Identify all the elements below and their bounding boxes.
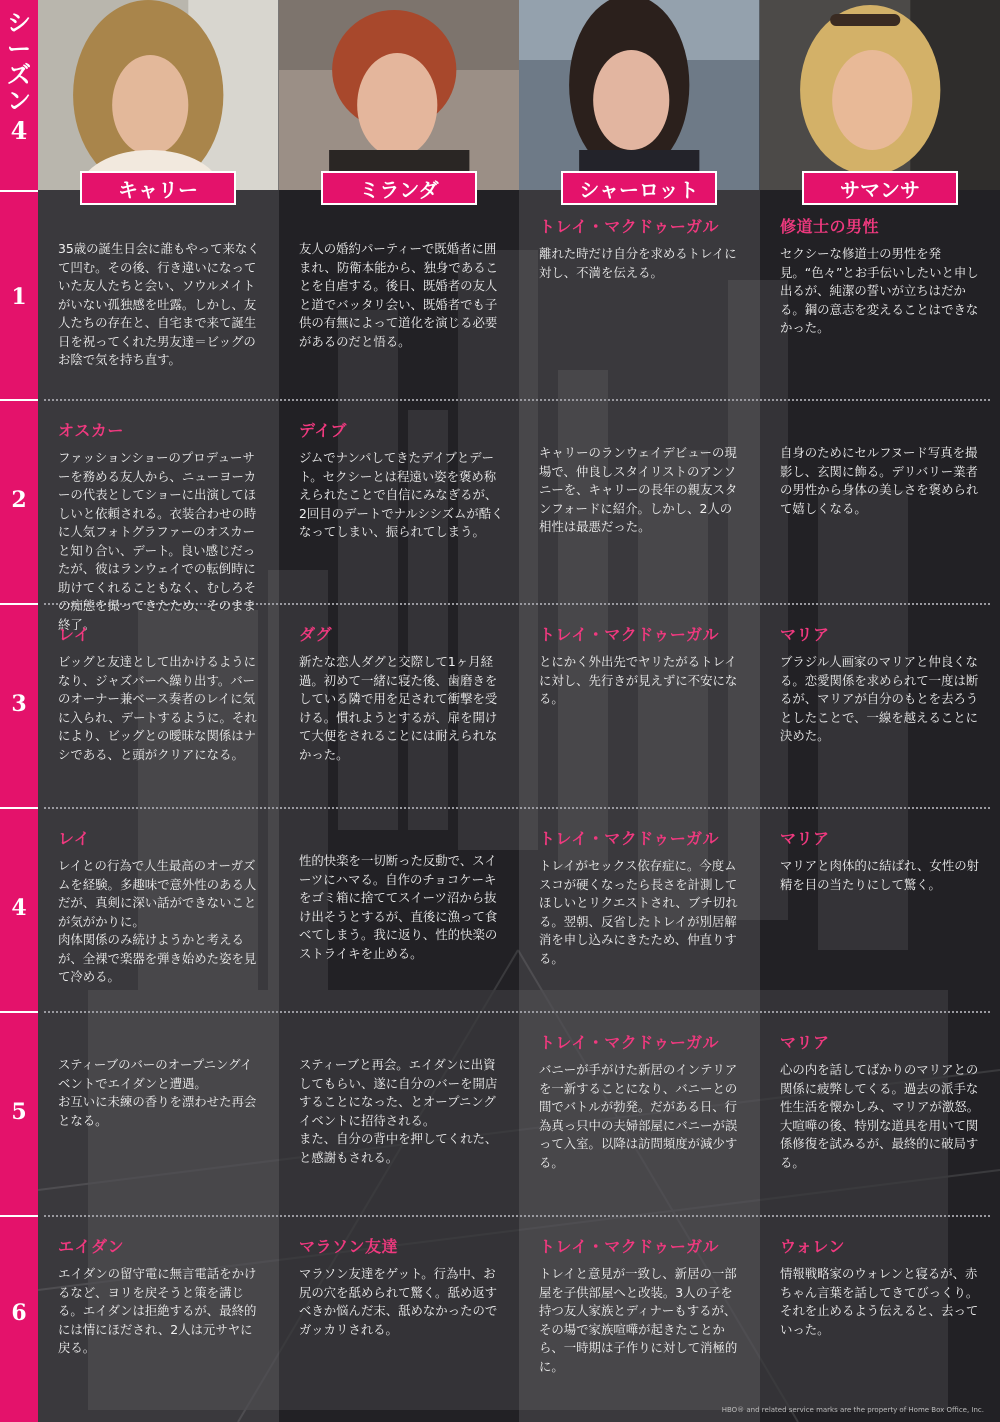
episode-summary: 35歳の誕生日会に誰もやって来なくて凹む。その後、行き違いになっていた友人たちと会い、ソウルメイトがいない孤独感を吐露。しかし、友人たちの存在と、自宅まで来て誕生日を祝ってくれた男友達＝ビッグのお陰で気を持ち直す。: [58, 241, 260, 367]
partner-name: [539, 418, 744, 436]
episode-summary: 新たな恋人ダグと交際して1ヶ月経過。初めて一緒に寝た後、歯磨きをしている隣で用を足されて衝撃を受ける。慣れようとするが、扉を開けて大便をされることには耐えられなかった。: [299, 654, 498, 762]
charlotte-photo: [519, 0, 760, 190]
partner-name: デイブ: [299, 423, 347, 440]
samantha-photo: [760, 0, 1000, 190]
episode-number: 4: [11, 895, 27, 921]
episode-cell-charlotte: [539, 1030, 744, 1172]
episode-divider: [0, 1215, 38, 1217]
character-portraits: [38, 0, 1000, 190]
episode-summary: 心の内を話してばかりのマリアとの関係に疲弊してくる。過去の派手な性生活を懐かしみ、マリアが激怒。大喧嘩の後、特別な道具を用いて関係修復を試みるが、最終的に破局する。: [780, 1062, 979, 1170]
name-samantha: サマンサ: [802, 171, 958, 205]
partner-name: トレイ・マクドゥーガル: [539, 627, 719, 644]
partner-name: トレイ・マクドゥーガル: [539, 831, 719, 848]
episode-summary: キャリーのランウェイデビューの現場で、仲良しスタイリストのアンソニーを、キャリーの長年の親友スタンフォードに紹介。しかし、2人の相性は最悪だった。: [539, 445, 738, 534]
episode-cell-samantha: [780, 214, 985, 338]
partner-name: オスカー: [58, 423, 124, 440]
episode-cell-carrie: [58, 1234, 263, 1358]
episode-number: 3: [11, 691, 27, 717]
episode-divider: [0, 399, 38, 401]
season-label-char: シ: [7, 9, 31, 37]
episode-cell-miranda: [299, 214, 504, 351]
episode-summary: ジムでナンパしてきたデイブとデート。セクシーとは程遠い姿を褒め称えられたことで自信にみなぎるが、2回目のデートでナルシシズムが酷くなってしまい、振られてしまう。: [299, 450, 504, 539]
episode-cell-samantha: [780, 418, 985, 518]
episode-summary: 離れた時だけ自分を求めるトレイに対し、不満を伝える。: [539, 246, 737, 280]
episode-cell-miranda: [299, 1234, 504, 1339]
partner-name: レイ: [58, 831, 91, 848]
episode-number: 1: [11, 284, 27, 310]
partner-name: トレイ・マクドゥーガル: [539, 1035, 719, 1052]
partner-name: レイ: [58, 627, 91, 644]
episode-cell-charlotte: [539, 1234, 744, 1376]
episode-cell-carrie: [58, 418, 263, 634]
episode-summary: ブラジル人画家のマリアと仲良くなる。恋愛関係を求められて一度は断るが、マリアが自分のもとを去ろうとしたことで、一線を越えることに決めた。: [780, 654, 979, 743]
partner-name: [299, 1030, 504, 1048]
episode-cell-carrie: [58, 622, 263, 764]
episode-cell-miranda: [299, 622, 504, 764]
partner-name: ウォレン: [780, 1239, 845, 1256]
episode-cell-carrie: [58, 1030, 263, 1130]
episode-cell-charlotte: [539, 826, 744, 968]
episode-summary: セクシーな修道士の男性を発見。“色々”とお手伝いしたいと申し出るが、純潔の誓いが立ちはだかる。鋼の意志を変えることはできなかった。: [780, 246, 979, 335]
season-label-char: ー: [7, 35, 31, 63]
episode-summary: 性的快楽を一切断った反動で、スイーツにハマる。自作のチョコケーキをゴミ箱に捨ててスイーツ沼から抜け出そうとするが、直後に漁って食べてしまう。我に返り、性的快楽のストライキを止める。: [299, 853, 498, 961]
partner-name: [58, 1030, 263, 1048]
episode-divider: [0, 807, 38, 809]
row-separator: [44, 807, 990, 809]
episode-cell-charlotte: [539, 214, 744, 282]
partner-name: マリア: [780, 831, 830, 848]
episode-cell-samantha: [780, 826, 985, 894]
partner-name: トレイ・マクドゥーガル: [539, 1239, 719, 1256]
copyright-notice: HBO® and related service marks are the property of Home Box Office, Inc.: [721, 1406, 984, 1414]
row-separator: [44, 1215, 990, 1217]
carrie-photo: [38, 0, 279, 190]
portrait-samantha: [760, 0, 1000, 190]
partner-name: マリア: [780, 1035, 830, 1052]
episode-summary: スティーブと再会。エイダンに出資してもらい、遂に自分のバーを開店することになった、とオープニングイベントに招待される。 また、自分の背中を押してくれた、と感謝もされる。: [299, 1057, 498, 1165]
episode-summary: マラソン友達をゲット。行為中、お尻の穴を舐められて驚く。舐め返すべきか悩んだ末、舐めなかったのでガッカリされる。: [299, 1266, 498, 1337]
episode-number: 2: [11, 487, 27, 513]
name-miranda: ミランダ: [321, 171, 477, 205]
episode-summary: レイとの行為で人生最高のオーガズムを経験。多趣味で意外性のある人だが、真剣に深い話ができないことが気がかりに。 肉体関係のみ続けようかと考えるが、全裸で楽器を弾き始めた姿を見て冷める。: [58, 858, 257, 984]
episode-summary: バニーが手がけた新居のインテリアを一新することになり、バニーとの間でバトルが勃発。だがある日、行為真っ只中の夫婦部屋にバニーが誤って入室。以降は訪問頻度が減少する。: [539, 1062, 738, 1170]
episode-cell-carrie: [58, 826, 263, 987]
season-label-char: ン: [7, 87, 31, 115]
partner-name: マラソン友達: [299, 1239, 399, 1256]
partner-name: 修道士の男性: [780, 219, 880, 236]
miranda-photo: [279, 0, 520, 190]
episode-cell-miranda: [299, 418, 504, 542]
season-label-char: ズ: [7, 61, 31, 89]
episode-summary: 友人の婚約パーティーで既婚者に囲まれ、防衛本能から、独身であることを自虐する。後日、既婚者の友人と道でバッタリ会い、既婚者でも子供の有無によって道化を演じる必要があるのだと悟る。: [299, 241, 498, 349]
partner-name: [299, 826, 504, 844]
portrait-miranda: [279, 0, 520, 190]
episode-summary: 自身のためにセルフヌード写真を撮影し、玄関に飾る。デリバリー業者の男性から身体の美しさを褒められて嬉しくなる。: [780, 445, 979, 516]
episode-cell-charlotte: [539, 622, 744, 709]
episode-cell-samantha: [780, 1234, 985, 1339]
episode-summary: とにかく外出先でヤリたがるトレイに対し、先行きが見えずに不安になる。: [539, 654, 738, 706]
partner-name: [58, 214, 263, 232]
episode-summary: ファッションショーのプロデューサーを務める友人から、ニューヨーカーの代表としてショーに出演してほしいと依頼される。衣装合わせの時に人気フォトグラファーのオスカーと知り合い、デート。良い感じだったが、彼はランウェイでの転倒時に助けてくれることもなく、むしろその痴態を撮ってきたため、そのまま終了。: [58, 450, 257, 632]
episode-summary: ビッグと友達として出かけるようになり、ジャズバーへ繰り出す。バーのオーナー兼ベース奏者のレイに気に入られ、デートするように。それにより、ビッグとの曖昧な関係はナシである、と頭がクリアになる。: [58, 654, 257, 762]
partner-name: エイダン: [58, 1239, 125, 1256]
episode-summary: 情報戦略家のウォレンと寝るが、赤ちゃん言葉を話してきてびっくり。それを止めるよう伝えると、去っていった。: [780, 1266, 979, 1337]
season-label-char: 4: [10, 116, 28, 145]
episode-divider: [0, 190, 38, 192]
episode-summary: スティーブのバーのオープニングイベントでエイダンと遭遇。 お互いに未練の香りを漂わせた再会となる。: [58, 1057, 257, 1128]
name-carrie: キャリー: [80, 171, 236, 205]
partner-name: ダグ: [299, 627, 333, 644]
partner-name: [780, 418, 985, 436]
partner-name: トレイ・マクドゥーガル: [539, 219, 719, 236]
partner-name: マリア: [780, 627, 830, 644]
episode-summary: エイダンの留守電に無言電話をかけるなど、ヨリを戻そうと策を講じる。エイダンは拒絶するが、最終的には情にほだされ、2人は元サヤに戻る。: [58, 1266, 257, 1355]
episode-number: 6: [11, 1300, 27, 1326]
episode-cell-samantha: [780, 622, 985, 746]
episode-number: 5: [11, 1099, 27, 1125]
partner-name: [299, 214, 504, 232]
row-separator: [44, 399, 990, 401]
portrait-carrie: [38, 0, 279, 190]
name-charlotte: シャーロット: [561, 171, 717, 205]
portrait-charlotte: [519, 0, 760, 190]
episode-divider: [0, 603, 38, 605]
row-separator: [44, 1011, 990, 1013]
episode-cell-miranda: [299, 826, 504, 963]
episode-cell-charlotte: [539, 418, 744, 537]
episode-cell-carrie: [58, 214, 263, 370]
episode-summary: マリアと肉体的に結ばれ、女性の射精を目の当たりにして驚く。: [780, 858, 979, 892]
episode-cell-miranda: [299, 1030, 504, 1167]
episode-summary: トレイがセックス依存症に。今度ムスコが硬くなったら長さを計測してほしいとリクエストされ、ブチ切れる。翌朝、反省したトレイが別居解消を申し込みにきたため、仲直りする。: [539, 858, 738, 966]
episode-divider: [0, 1011, 38, 1013]
episode-cell-samantha: [780, 1030, 985, 1172]
episode-summary: トレイと意見が一致し、新居の一部屋を子供部屋へと改装。3人の子を持つ友人家族とディナーもするが、その場で家族喧嘩が起きたことから、一時期は子作りに対して消極的に。: [539, 1266, 738, 1374]
season-label: [0, 0, 38, 190]
